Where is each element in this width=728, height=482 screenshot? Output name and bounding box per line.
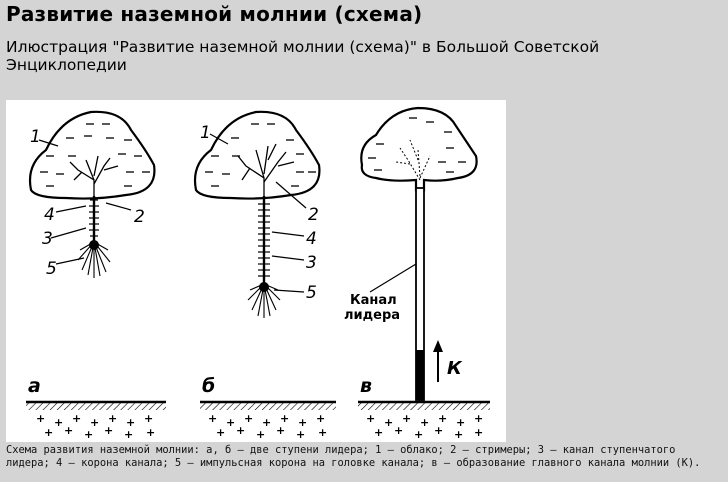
stage-label-a: а xyxy=(28,375,41,397)
label-1-a: 1 xyxy=(30,127,41,147)
svg-text:+: + xyxy=(146,426,156,439)
label-1-b: 1 xyxy=(200,123,211,143)
svg-text:+: + xyxy=(318,426,328,439)
svg-text:+: + xyxy=(72,412,82,425)
svg-text:+: + xyxy=(124,428,134,441)
svg-text:+: + xyxy=(44,426,54,439)
svg-text:+: + xyxy=(256,428,266,441)
label-5-b: 5 xyxy=(306,283,317,303)
svg-text:+: + xyxy=(474,412,484,425)
channel-label-line1: Канал xyxy=(350,293,397,308)
svg-text:+: + xyxy=(402,412,412,425)
panel-b xyxy=(195,112,336,441)
figure-caption: Схема развития наземной молнии: а, б — две ступени лидера; 1 — облако; 2 — стримеры; 3 — канал ступенчатого лидера; 4 — корона канала; 5 — импульсная корона на головке канала; в — образование главного канала молнии (К). xyxy=(6,444,701,469)
channel-label-line2: лидера xyxy=(344,308,401,323)
label-4-a: 4 xyxy=(44,205,55,225)
svg-text:+: + xyxy=(298,416,308,429)
svg-text:+: + xyxy=(366,412,376,425)
svg-text:+: + xyxy=(474,426,484,439)
label-3-b: 3 xyxy=(306,253,317,273)
lightning-diagram xyxy=(6,100,506,442)
svg-text:+: + xyxy=(384,416,394,429)
panel-c xyxy=(344,108,490,441)
svg-text:+: + xyxy=(414,428,424,441)
svg-text:+: + xyxy=(84,428,94,441)
label-2-a: 2 xyxy=(134,207,145,227)
svg-text:+: + xyxy=(394,424,404,437)
leader-channel-c xyxy=(416,188,424,400)
svg-text:+: + xyxy=(420,416,430,429)
svg-text:+: + xyxy=(36,412,46,425)
svg-text:+: + xyxy=(276,424,286,437)
stage-label-b: б xyxy=(202,375,216,397)
label-3-a: 3 xyxy=(42,229,53,249)
svg-text:+: + xyxy=(216,426,226,439)
panel-a xyxy=(26,112,166,441)
svg-text:+: + xyxy=(438,412,448,425)
svg-text:+: + xyxy=(54,416,64,429)
cloud-c xyxy=(361,108,476,190)
page-title: Развитие наземной молнии (схема) xyxy=(6,2,423,26)
svg-text:+: + xyxy=(456,416,466,429)
svg-text:+: + xyxy=(126,416,136,429)
svg-text:+: + xyxy=(208,412,218,425)
svg-text:+: + xyxy=(262,416,272,429)
label-2-b: 2 xyxy=(308,205,319,225)
svg-text:+: + xyxy=(244,412,254,425)
svg-text:+: + xyxy=(236,424,246,437)
svg-text:+: + xyxy=(374,426,384,439)
label-5-a: 5 xyxy=(46,259,57,279)
page-subtitle: Илюстрация "Развитие наземной молнии (схема)" в Большой Советской Энциклопедии xyxy=(6,38,600,74)
svg-text:+: + xyxy=(296,428,306,441)
ground-charges-a xyxy=(36,412,155,441)
stage-label-c: в xyxy=(360,375,373,397)
svg-text:+: + xyxy=(104,424,114,437)
svg-text:+: + xyxy=(434,424,444,437)
svg-text:+: + xyxy=(144,412,154,425)
svg-text:+: + xyxy=(90,416,100,429)
svg-text:+: + xyxy=(226,416,236,429)
svg-text:+: + xyxy=(280,412,290,425)
svg-text:+: + xyxy=(316,412,326,425)
svg-text:+: + xyxy=(454,428,464,441)
svg-text:+: + xyxy=(108,412,118,425)
svg-text:+: + xyxy=(64,424,74,437)
label-4-b: 4 xyxy=(306,229,317,249)
main-channel-label: К xyxy=(447,358,462,379)
